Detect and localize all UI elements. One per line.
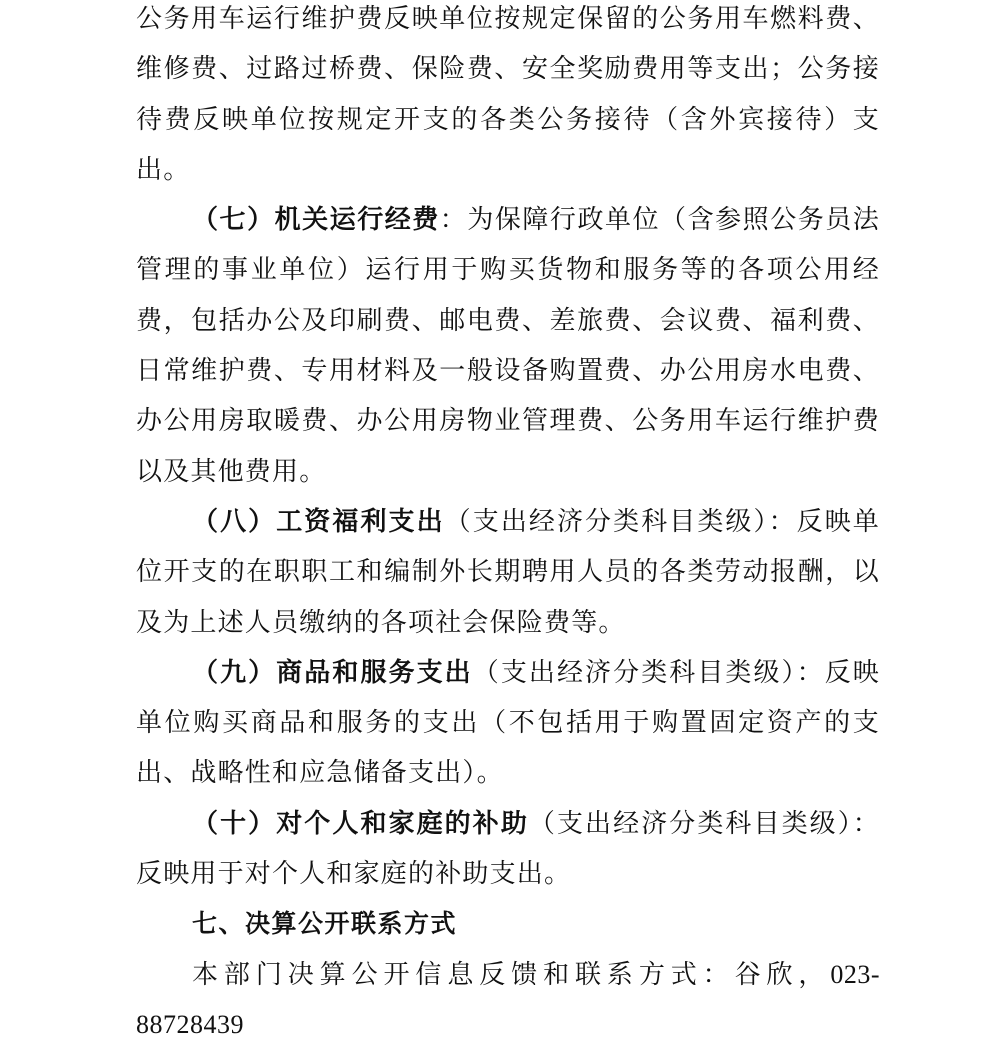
definition-agency-operating-costs: ：为保障行政单位（含参照公务员法管理的事业单位）运行用于购买货物和服务等的各项公用经费，包括办公及印刷费、邮电费、差旅费、会议费、福利费、日常维护费、专用材料及一般设备购置费、办公用房水电费、办公用房取暖费、办公用房物业管理费、公务用车运行维护费以及其他费用。 <box>136 205 880 487</box>
paragraph-contact-info <box>136 950 880 1050</box>
contact-phone: 023-88728439 <box>136 959 880 1039</box>
term-goods-services-expenditure: （九）商品和服务支出 <box>192 657 473 688</box>
contact-text: 本部门决算公开信息反馈和联系方式：谷欣， <box>192 959 831 990</box>
term-wage-welfare-expenditure: （八）工资福利支出 <box>192 506 445 537</box>
term-household-subsidies: （十）对个人和家庭的补助 <box>192 808 529 839</box>
definition-wage-welfare-expenditure: （支出经济分类科目类级）：反映单位开支的在职职工和编制外长期聘用人员的各类劳动报酬，以及为上述人员缴纳的各项社会保险费等。 <box>136 506 880 638</box>
paragraph-vehicle-reception-costs: 公务用车运行维护费反映单位按规定保留的公务用车燃料费、维修费、过路过桥费、保险费、安全奖励费用等支出；公务接待费反映单位按规定开支的各类公务接待（含外宾接待）支出。 <box>136 4 880 185</box>
section-heading-contact: 七、决算公开联系方式 <box>192 909 458 939</box>
term-agency-operating-costs: （七）机关运行经费 <box>192 205 440 236</box>
paragraph-wage-welfare-expenditure <box>136 497 880 648</box>
paragraph-agency-operating-costs <box>136 195 880 497</box>
definition-goods-services-expenditure: （支出经济分类科目类级）：反映单位购买商品和服务的支出（不包括用于购置固定资产的支出、战略性和应急储备支出）。 <box>136 657 880 789</box>
paragraph-household-subsidies <box>136 799 880 900</box>
paragraph-goods-services-expenditure <box>136 648 880 799</box>
definition-household-subsidies: （支出经济分类科目类级）：反映用于对个人和家庭的补助支出。 <box>136 808 880 890</box>
document-page <box>136 0 880 1050</box>
